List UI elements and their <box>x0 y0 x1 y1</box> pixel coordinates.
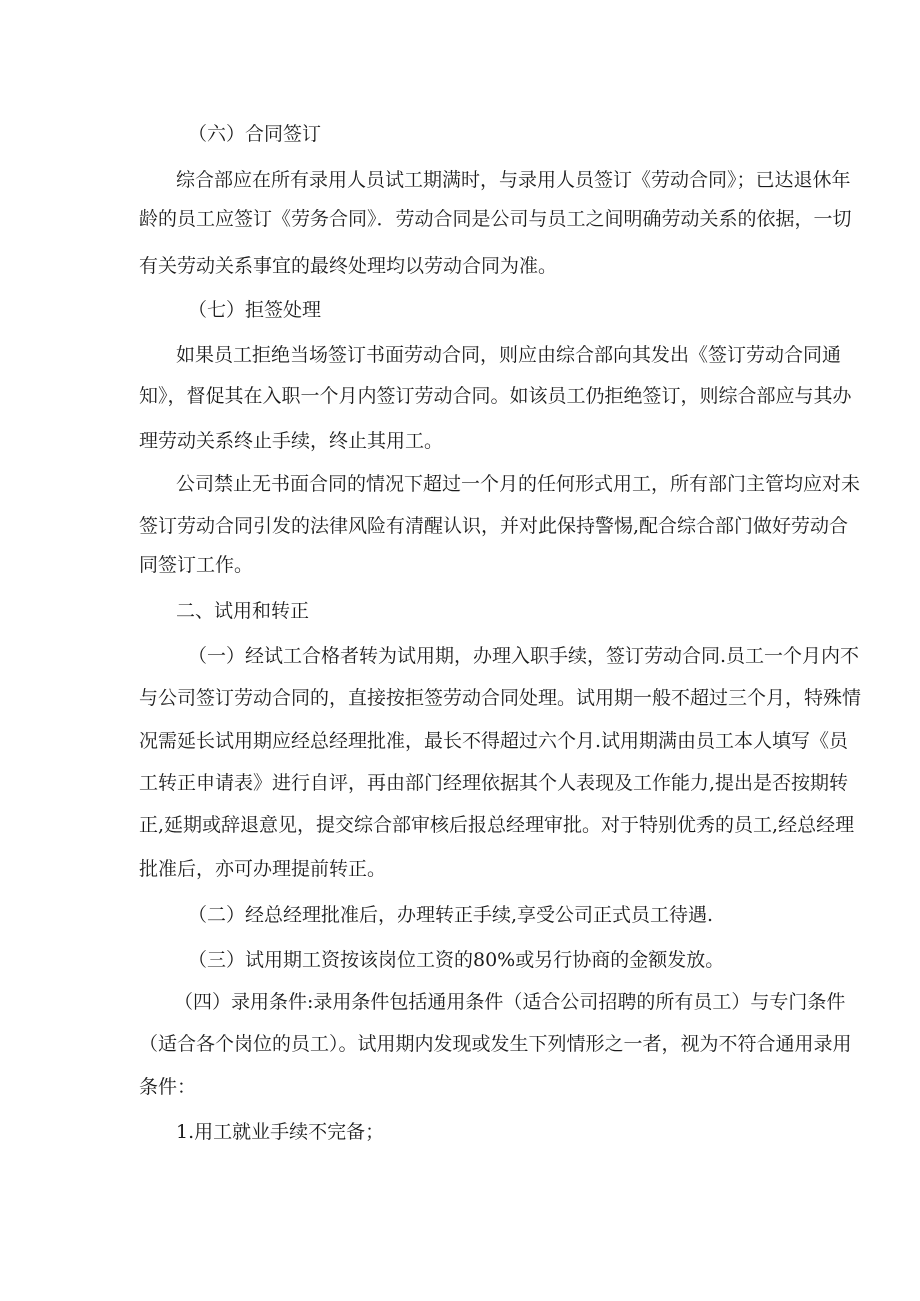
paragraph-line: 签订劳动合同引发的法律风险有清醒认识，并对此保持警惕,配合综合部门做好劳动合 <box>139 515 849 537</box>
paragraph-line: 同签订工作。 <box>139 554 254 576</box>
paragraph-line: 龄的员工应签订《劳务合同》．劳动合同是公司与员工之间明确劳动关系的依据，一切 <box>139 208 852 230</box>
paragraph-line: （二）经总经理批准后，办理转正手续,享受公司正式员工待遇. <box>188 904 714 926</box>
paragraph-line: 况需延长试用期应经总经理批准，最长不得超过六个月.试用期满由员工本人填写《员 <box>139 730 849 752</box>
paragraph-line: （适合各个岗位的员工）。试用期内发现或发生下列情形之一者，视为不符合通用录用 <box>139 1033 852 1055</box>
paragraph-line: 知》，督促其在入职一个月内签订劳动合同。如该员工仍拒绝签订，则综合部应与其办 <box>139 385 852 407</box>
paragraph-line: 理劳动关系终止手续，终止其用工。 <box>139 430 444 452</box>
paragraph-line: 综合部应在所有录用人员试工期满时，与录用人员签订《劳动合同》；已达退休年 <box>176 169 851 191</box>
paragraph-line: （四）录用条件:录用条件包括通用条件（适合公司招聘的所有员工）与专门条件 <box>174 991 846 1013</box>
paragraph-line: 正,延期或辞退意见，提交综合部审核后报总经理审批。对于特别优秀的员工,经总经理 <box>139 814 855 836</box>
part-heading-probation: 二、试用和转正 <box>176 600 310 622</box>
paragraph-line: 与公司签订劳动合同的，直接按拒签劳动合同处理。试用期一般不超过三个月，特殊情 <box>139 687 862 709</box>
paragraph-line: 批准后，亦可办理提前转正。 <box>139 858 387 880</box>
paragraph-line: 如果员工拒绝当场签订书面劳动合同，则应由综合部向其发出《签订劳动合同通 <box>176 344 842 366</box>
paragraph-line: （三）试用期工资按该岗位工资的80%或另行协商的金额发放。 <box>188 949 725 971</box>
section-heading-refusal-handling: （七）拒签处理 <box>188 299 322 321</box>
paragraph-line: （一）经试工合格者转为试用期，办理入职手续，签订劳动合同.员工一个月内不 <box>188 645 860 667</box>
paragraph-line: 工转正申请表》进行自评，再由部门经理依据其个人表现及工作能力,提出是否按期转 <box>139 772 849 794</box>
section-heading-contract-signing: （六）合同签订 <box>188 123 322 145</box>
list-item: 1.用工就业手续不完备； <box>176 1121 385 1143</box>
paragraph-line: 条件： <box>139 1076 197 1098</box>
paragraph-line: 有关劳动关系事宜的最终处理均以劳动合同为准。 <box>139 255 558 277</box>
paragraph-line: 公司禁止无书面合同的情况下超过一个月的任何形式用工，所有部门主管均应对未 <box>176 473 861 495</box>
